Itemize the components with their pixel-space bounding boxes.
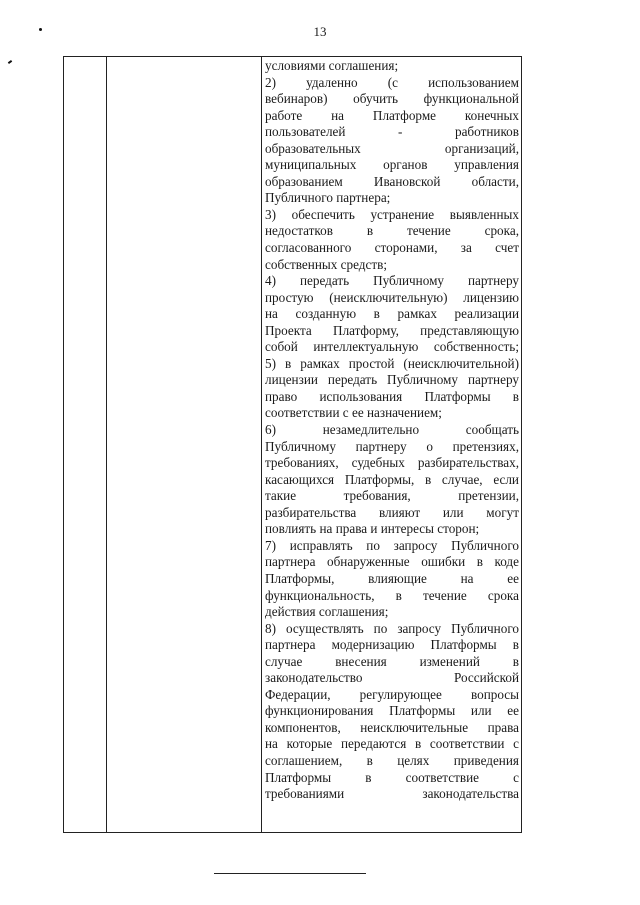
cell-text-line: партнера модернизацию Платформы в — [265, 637, 519, 653]
cell-text-line: Публичного партнера; — [265, 190, 391, 206]
cell-text-line: Платформы в соответствие с — [265, 769, 519, 785]
cell-text-line: 5) в рамках простой (неисключительной) — [265, 355, 519, 371]
table-column-divider-1 — [106, 57, 107, 832]
cell-text-line: условиями соглашения; — [265, 58, 399, 73]
cell-text-line: на которые передаются в соответствии с — [265, 736, 519, 752]
cell-text-line: 2) удаленно (с использованием — [265, 74, 519, 90]
cell-text-line: вебинаров) обучить функциональной — [265, 91, 519, 107]
scan-artifact-mark — [8, 60, 12, 64]
cell-text-line: разбирательства влияют или могут — [265, 504, 519, 520]
cell-text-line: работе на Платформе конечных — [265, 107, 519, 123]
cell-text-line: 6) незамедлительно сообщать — [265, 422, 519, 438]
table-column-divider-2 — [261, 57, 262, 832]
cell-text-line: компонентов, неисключительные права — [265, 719, 519, 735]
cell-text-line: согласованного сторонами, за счет — [265, 240, 519, 256]
cell-text-line: функциональность, в течение срока — [265, 587, 519, 603]
cell-text-line: требованиями законодательства — [265, 786, 519, 802]
cell-text-line: Публичному партнеру о претензиях, — [265, 438, 519, 454]
cell-text-line: требованиях, судебных разбирательствах, — [265, 455, 519, 471]
cell-text-line: лицензии передать Публичному партнеру — [265, 372, 519, 388]
cell-text-line: Платформы, влияющие на ее — [265, 570, 519, 586]
page-number: 13 — [313, 24, 327, 39]
cell-text-line: действия соглашения; — [265, 604, 389, 620]
cell-text-line: касающихся Платформы, в случае, если — [265, 471, 519, 487]
cell-text-line: право использования Платформы в — [265, 388, 519, 404]
cell-text-line: соответствии с ее назначением; — [265, 405, 442, 421]
cell-text-line: законодательство Российской — [265, 670, 519, 686]
cell-text-line: образовательных организаций, — [265, 140, 519, 156]
obligations-text-cell — [265, 58, 519, 803]
cell-text-line: 4) передать Публичному партнеру — [265, 273, 519, 289]
cell-text-line: образованием Ивановской области, — [265, 173, 519, 189]
cell-text-line: 3) обеспечить устранение выявленных — [265, 206, 519, 222]
scan-artifact-dot — [39, 28, 42, 31]
cell-text-line: партнера обнаруженные ошибки в коде — [265, 554, 519, 570]
cell-text-line: муниципальных органов управления — [265, 157, 519, 173]
cell-text-line: 8) осуществлять по запросу Публичного — [265, 620, 519, 636]
cell-text-line: на созданную в рамках реализации — [265, 306, 519, 322]
cell-text-line: Проекта Платформу, представляющую — [265, 322, 519, 338]
document-table — [63, 56, 522, 833]
cell-text-line: соглашением, в целях приведения — [265, 752, 519, 768]
cell-text-line: случае внесения изменений в — [265, 653, 519, 669]
cell-text-line: Федерации, регулирующее вопросы — [265, 686, 519, 702]
cell-text-line: функционирования Платформы или ее — [265, 703, 519, 719]
cell-text-line: собственных средств; — [265, 256, 387, 272]
cell-text-line: простую (неисключительную) лицензию — [265, 289, 519, 305]
cell-text-line: такие требования, претензии, — [265, 488, 519, 504]
footer-rule — [214, 873, 366, 874]
cell-text-line: пользователей - работников — [265, 124, 519, 140]
cell-text-line: повлиять на права и интересы сторон; — [265, 521, 480, 537]
cell-text-line: 7) исправлять по запросу Публичного — [265, 537, 519, 553]
cell-text-line: недостатков в течение срока, — [265, 223, 519, 239]
cell-text-line: собой интеллектуальную собственность; — [265, 339, 519, 355]
